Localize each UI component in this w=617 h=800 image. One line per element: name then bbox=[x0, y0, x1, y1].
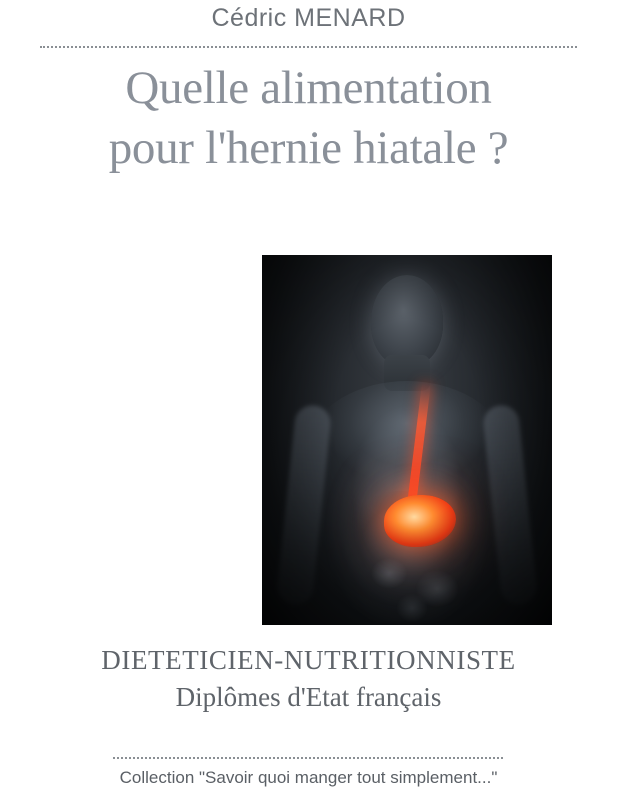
collection-label: Collection "Savoir quoi manger tout simplement..." bbox=[119, 768, 498, 787]
title-line-2: pour l'hernie hiatale ? bbox=[108, 122, 509, 175]
author-credentials bbox=[0, 645, 617, 713]
divider-bottom bbox=[113, 757, 503, 759]
cover-illustration bbox=[262, 255, 552, 625]
credential-line-2: Diplômes d'Etat français bbox=[175, 682, 442, 712]
intestines bbox=[358, 535, 478, 625]
divider-top bbox=[40, 46, 577, 48]
title-line-1: Quelle alimentation bbox=[125, 62, 492, 114]
credential-line-1: DIETETICIEN-NUTRITIONNISTE bbox=[101, 645, 516, 675]
page-title bbox=[0, 58, 617, 178]
author-name: Cédric MENARD bbox=[211, 4, 406, 32]
head bbox=[371, 275, 443, 367]
illustration-body bbox=[262, 255, 552, 625]
